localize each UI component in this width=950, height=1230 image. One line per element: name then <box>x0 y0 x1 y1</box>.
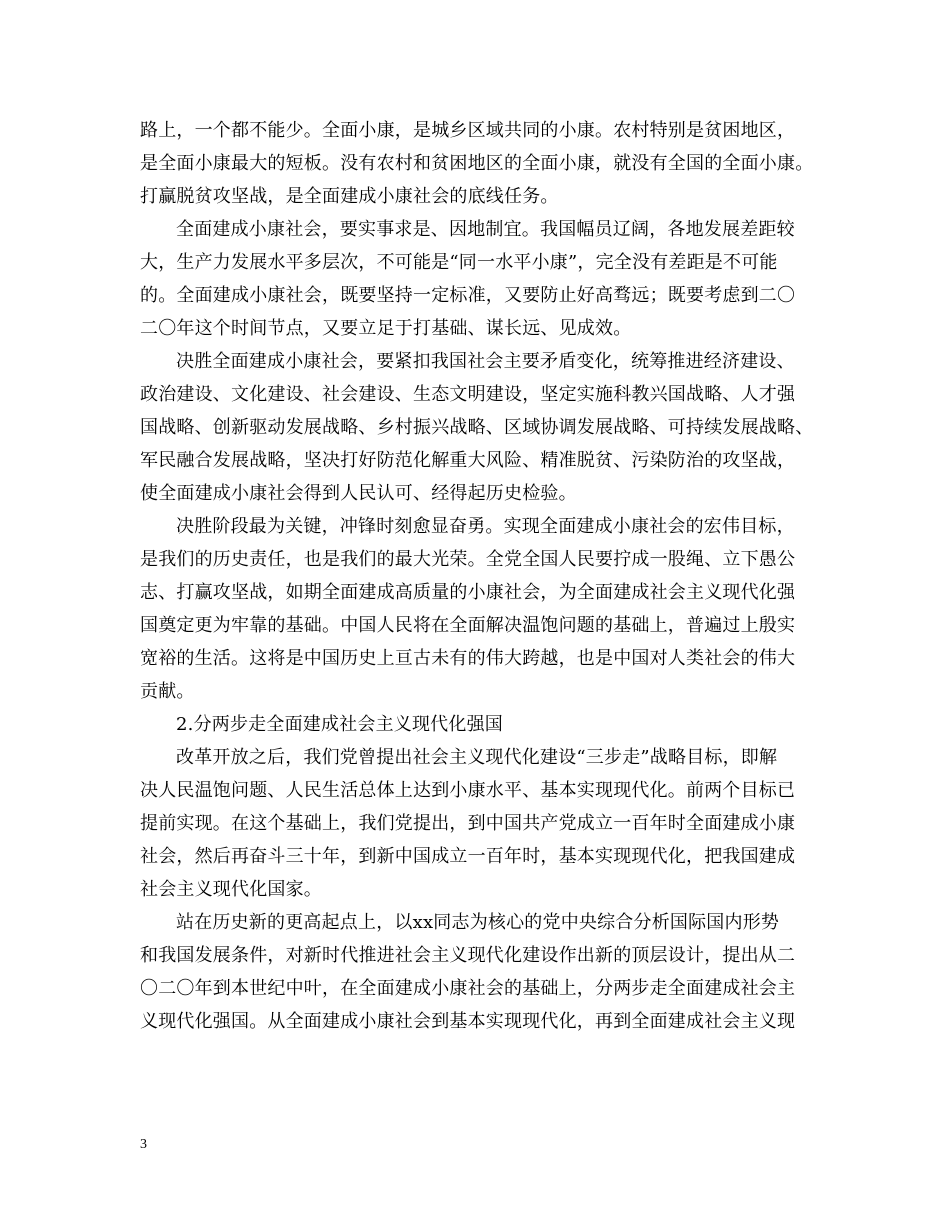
text-line: 〇二〇年到本世纪中叶，在全面建成小康社会的基础上，分两步走全面建成社会主 <box>140 978 796 999</box>
text-line: 路上，一个都不能少。全面小康，是城乡区域共同的小康。农村特别是贫困地区， <box>140 120 796 141</box>
text-line: 二〇年这个时间节点，又要立足于打基础、谋长远、见成效。 <box>140 318 632 339</box>
paragraph-start-line: 决胜阶段最为关键，冲锋时刻愈显奋勇。实现全面建成小康社会的宏伟目标， <box>176 516 795 537</box>
text-line: 的。全面建成小康社会，既要坚持一定标准，又要防止好高骛远；既要考虑到二〇 <box>140 285 796 306</box>
text-line: 和我国发展条件，对新时代推进社会主义现代化建设作出新的顶层设计，提出从二 <box>140 945 796 966</box>
text-line: 是我们的历史责任，也是我们的最大光荣。全党全国人民要拧成一股绳、立下愚公 <box>140 549 796 570</box>
text-line: 军民融合发展战略，坚决打好防范化解重大风险、精准脱贫、污染防治的攻坚战， <box>140 450 796 471</box>
paragraph-start-line: 决胜全面建成小康社会，要紧扣我国社会主要矛盾变化，统筹推进经济建设、 <box>176 351 795 372</box>
paragraph-start-line: 改革开放之后，我们党曾提出社会主义现代化建设“三步走”战略目标，即解 <box>176 747 778 768</box>
section-heading: 2.分两步走全面建成社会主义现代化强国 <box>176 714 503 735</box>
text-line: 使全面建成小康社会得到人民认可、经得起历史检验。 <box>140 483 577 504</box>
text-line: 社会主义现代化国家。 <box>140 879 322 900</box>
text-line: 打赢脱贫攻坚战，是全面建成小康社会的底线任务。 <box>140 186 559 207</box>
text-line: 决人民温饱问题、人民生活总体上达到小康水平、基本实现现代化。前两个目标已 <box>140 780 796 801</box>
text-line: 宽裕的生活。这将是中国历史上亘古未有的伟大跨越，也是中国对人类社会的伟大 <box>140 648 796 669</box>
body-text <box>140 114 840 1038</box>
text-line: 提前实现。在这个基础上，我们党提出，到中国共产党成立一百年时全面建成小康 <box>140 813 796 834</box>
text-line: 政治建设、文化建设、社会建设、生态文明建设，坚定实施科教兴国战略、人才强 <box>140 384 796 405</box>
paragraph-start-line: 站在历史新的更高起点上，以xx同志为核心的党中央综合分析国际国内形势 <box>176 912 780 933</box>
text-line: 是全面小康最大的短板。没有农村和贫困地区的全面小康，就没有全国的全面小康。 <box>140 153 814 174</box>
text-line: 社会，然后再奋斗三十年，到新中国成立一百年时，基本实现现代化，把我国建成 <box>140 846 796 867</box>
text-line: 国战略、创新驱动发展战略、乡村振兴战略、区域协调发展战略、可持续发展战略、 <box>140 417 814 438</box>
paragraph-start-line: 全面建成小康社会，要实事求是、因地制宜。我国幅员辽阔，各地发展差距较 <box>176 219 795 240</box>
text-line: 贡献。 <box>140 681 195 702</box>
text-line: 志、打赢攻坚战，如期全面建成高质量的小康社会，为全面建成社会主义现代化强 <box>140 582 796 603</box>
text-line: 义现代化强国。从全面建成小康社会到基本实现现代化，再到全面建成社会主义现 <box>140 1011 796 1032</box>
page-number: 3 <box>140 1137 147 1152</box>
text-line: 大，生产力发展水平多层次，不可能是“同一水平小康”，完全没有差距是不可能 <box>140 252 778 273</box>
text-line: 国奠定更为牢靠的基础。中国人民将在全面解决温饱问题的基础上，普遍过上殷实 <box>140 615 796 636</box>
